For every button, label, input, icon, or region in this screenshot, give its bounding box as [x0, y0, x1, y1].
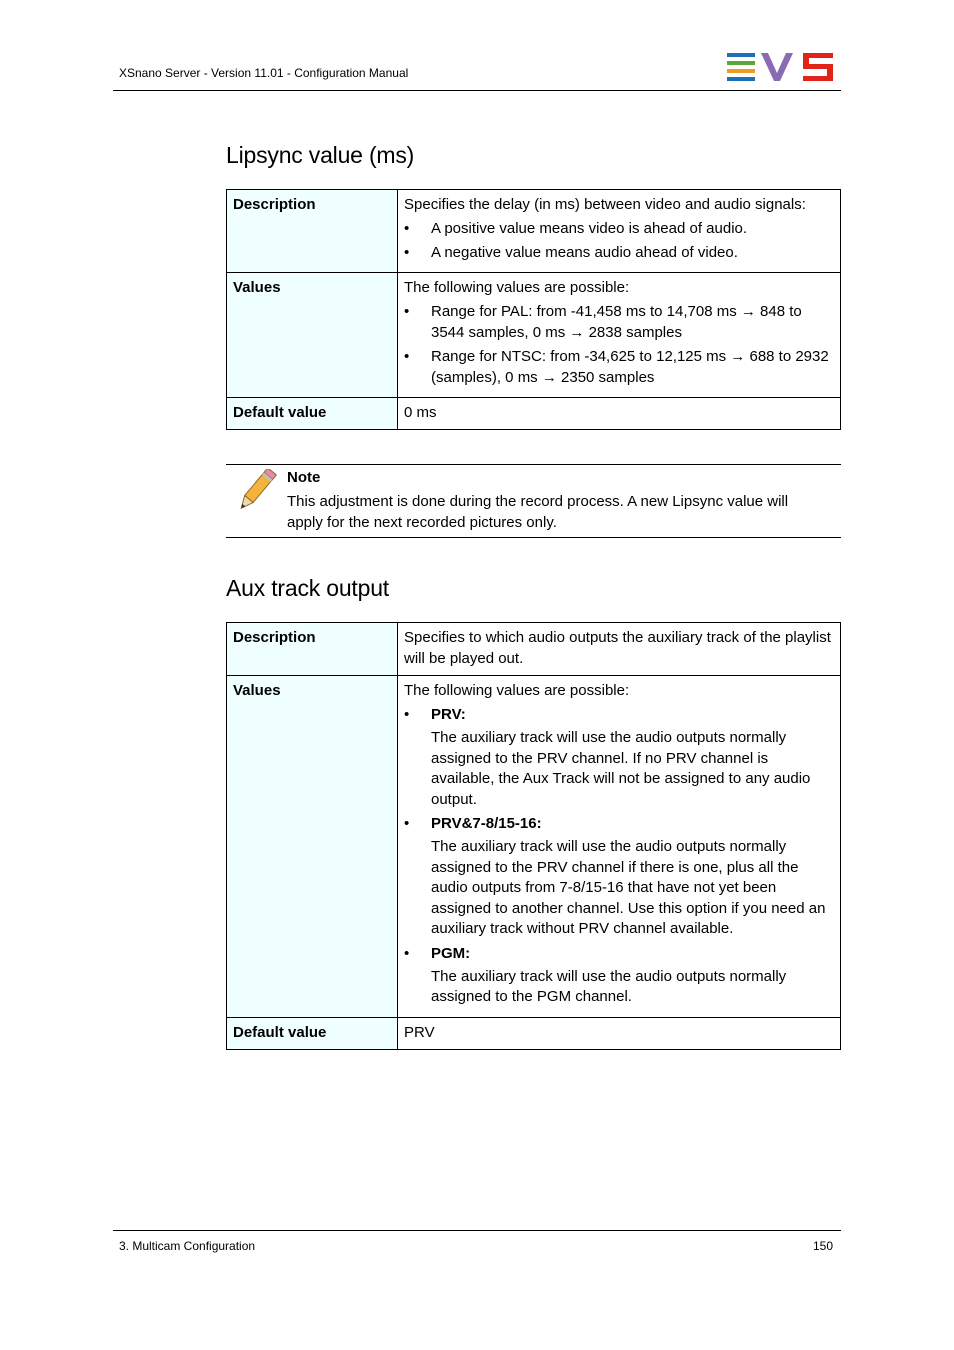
option-description: The auxiliary track will use the audio outputs normally assigned to the PRV channel. If no PRV channel is available, the Aux Track will not be assigned to any audio output. — [431, 729, 811, 808]
list-item: • Range for NTSC: from -34,625 to 12,125 ms → 688 to 2932 (samples), 0 ms → 2350 samples — [404, 348, 829, 386]
section-title-aux: Aux track output — [226, 575, 389, 601]
default-value: PRV — [398, 1017, 841, 1049]
row-label: Description — [227, 190, 398, 273]
row-value — [398, 676, 841, 1018]
default-value: 0 ms — [398, 398, 841, 430]
table-row — [227, 273, 841, 398]
row-label: Values — [227, 273, 398, 398]
row-value — [398, 190, 841, 273]
table-row — [227, 398, 841, 430]
evs-logo — [727, 53, 833, 81]
table-row — [227, 190, 841, 273]
row-label: Default value — [227, 398, 398, 430]
row-value — [398, 273, 841, 398]
page-number: 150 — [812, 1239, 833, 1253]
list-item: • PGM: The auxiliary track will use the audio outputs normally assigned to the PGM channel. — [404, 943, 834, 1008]
lipsync-table — [226, 189, 841, 430]
page-header — [113, 50, 841, 91]
bullet-list — [404, 301, 834, 388]
option-list — [404, 704, 834, 1008]
row-label: Values — [227, 676, 398, 1018]
table-row — [227, 623, 841, 676]
document-title: XSnano Server - Version 11.01 - Configuration Manual — [119, 66, 409, 80]
pencil-icon — [232, 469, 278, 513]
list-item: • A positive value means video is ahead of audio. — [404, 220, 748, 237]
list-item: • A negative value means audio ahead of video. — [404, 244, 738, 261]
list-item: • PRV&7-8/15-16: The auxiliary track will use the audio outputs normally assigned to the PRV channel if there is one, plus all the audio outputs from 7-8/15-16 that have not yet been assigned to another channel. Use this option if you need an auxiliary track without PRV channel available. — [404, 813, 834, 940]
chapter-title: 3. Multicam Configuration — [119, 1239, 256, 1253]
option-description: The auxiliary track will use the audio outputs normally assigned to the PRV channel if there is one, plus all the audio outputs from 7-8/15-16 that have not yet been assigned to another channel. Use this option if you need an auxiliary track without PRV channel available. — [431, 838, 826, 937]
row-label: Default value — [227, 1017, 398, 1049]
note-title: Note — [287, 469, 321, 486]
page-footer — [113, 1230, 841, 1253]
note-text: This adjustment is done during the record process. A new Lipsync value will apply for the next recorded pictures only. — [287, 493, 789, 531]
table-row — [227, 676, 841, 1018]
option-name: PRV: — [431, 706, 466, 723]
aux-table — [226, 622, 841, 1050]
table-row — [227, 1017, 841, 1049]
description-text: Specifies the delay (in ms) between video and audio signals: — [404, 196, 806, 213]
values-intro: The following values are possible: — [404, 279, 630, 296]
values-intro: The following values are possible: — [404, 682, 630, 699]
note-box — [226, 464, 841, 538]
description-text: Specifies to which audio outputs the auxiliary track of the playlist will be played out. — [398, 623, 841, 676]
option-name: PGM: — [431, 944, 471, 962]
option-description: The auxiliary track will use the audio outputs normally assigned to the PGM channel. — [431, 967, 787, 1005]
list-item: • PRV: The auxiliary track will use the audio outputs normally assigned to the PRV channel. If no PRV channel is available, the Aux Track will not be assigned to any audio output. — [404, 704, 834, 810]
section-title-lipsync: Lipsync value (ms) — [226, 142, 415, 168]
row-label: Description — [227, 623, 398, 676]
list-item: • Range for PAL: from -41,458 ms to 14,708 ms → 848 to 3544 samples, 0 ms → 2838 samples — [404, 303, 802, 341]
bullet-list — [404, 218, 834, 263]
option-name: PRV&7-8/15-16: — [431, 815, 542, 832]
